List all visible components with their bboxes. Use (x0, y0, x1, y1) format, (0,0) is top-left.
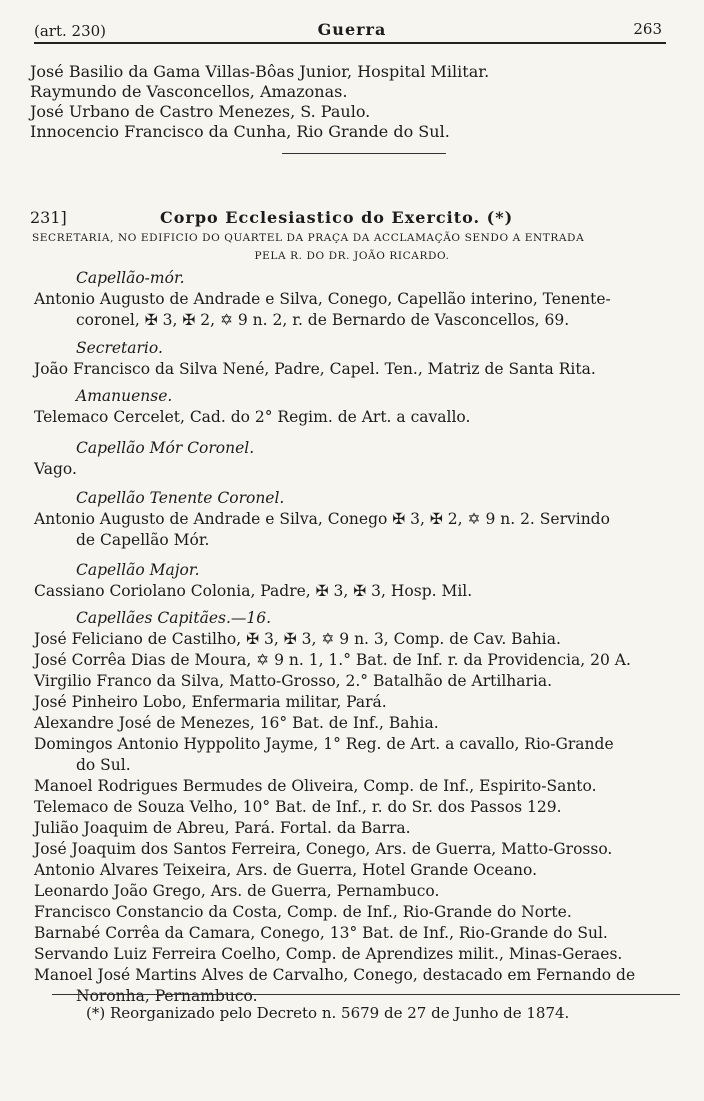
entry-line: Raymundo de Vasconcellos, Amazonas. (30, 82, 348, 101)
entry-line: Antonio Augusto de Andrade e Silva, Conego, Capellão interino, Tenente- (34, 290, 611, 308)
page-number: 263 (633, 20, 662, 38)
entry-line: Cassiano Coriolano Colonia, Padre, ✠ 3, ✠ 3, Hosp. Mil. (34, 582, 473, 600)
role-block-capellao-mor (34, 268, 684, 331)
entry-line: Manoel Rodrigues Bermudes de Oliveira, Comp. de Inf., Espirito-Santo. (34, 777, 597, 795)
entry-line: José Pinheiro Lobo, Enfermaria militar, Pará. (34, 693, 387, 711)
entry-line: coronel, ✠ 3, ✠ 2, ✡ 9 n. 2, r. de Bernardo de Vasconcellos, 69. (76, 311, 570, 329)
entry-line: Vago. (34, 460, 77, 478)
section-separator (282, 153, 446, 154)
footnote-rule (52, 994, 680, 995)
entry-line: José Basilio da Gama Villas-Bôas Junior, Hospital Militar. (30, 62, 490, 81)
role-title: Amanuense. (76, 387, 173, 405)
section-subtitle-line1: SECRETARIA, NO EDIFICIO DO QUARTEL DA PRAÇA DA ACCLAMAÇÃO SENDO A ENTRADA (32, 232, 585, 244)
preceding-entries (30, 62, 680, 142)
role-block-capellao-mor-coronel (34, 438, 684, 480)
role-block-amanuense (34, 386, 684, 428)
entry-line: Manoel José Martins Alves de Carvalho, Conego, destacado em Fernando de (34, 966, 636, 984)
role-title: Capellão Major. (76, 561, 200, 579)
entry-line: do Sul. (76, 756, 131, 774)
entry-line: Antonio Augusto de Andrade e Silva, Conego ✠ 3, ✠ 2, ✡ 9 n. 2. Servindo (34, 510, 610, 528)
entry-line: Julião Joaquim de Abreu, Pará. Fortal. da Barra. (34, 819, 411, 837)
entry-line: Virgilio Franco da Silva, Matto-Grosso, 2.° Batalhão de Artilharia. (34, 672, 553, 690)
footnote: (*) Reorganizado pelo Decreto n. 5679 de 27 de Junho de 1874. (86, 1004, 570, 1022)
header-title: Guerra (317, 20, 387, 39)
header-article-ref: (art. 230) (34, 22, 107, 40)
role-block-capellao-major (34, 560, 684, 602)
entry-line: de Capellão Mór. (76, 531, 210, 549)
entry-line: Telemaco de Souza Velho, 10° Bat. de Inf., r. do Sr. dos Passos 129. (34, 798, 562, 816)
entry-line: Noronha, Pernambuco. (76, 987, 258, 1005)
entry-line: Servando Luiz Ferreira Coelho, Comp. de Aprendizes milit., Minas-Geraes. (34, 945, 623, 963)
role-block-capellaes-capitaes (34, 608, 684, 1007)
entry-line: Barnabé Corrêa da Camara, Conego, 13° Bat. de Inf., Rio-Grande do Sul. (34, 924, 608, 942)
role-title: Capellão-mór. (76, 269, 185, 287)
entry-line: João Francisco da Silva Nené, Padre, Capel. Ten., Matriz de Santa Rita. (34, 360, 596, 378)
entry-line: Leonardo João Grego, Ars. de Guerra, Pernambuco. (34, 882, 440, 900)
entry-line: José Urbano de Castro Menezes, S. Paulo. (30, 102, 371, 121)
entry-line: Domingos Antonio Hyppolito Jayme, 1° Reg. de Art. a cavallo, Rio-Grande (34, 735, 614, 753)
entry-line: José Feliciano de Castilho, ✠ 3, ✠ 3, ✡ 9 n. 3, Comp. de Cav. Bahia. (34, 630, 561, 648)
entry-line: Alexandre José de Menezes, 16° Bat. de Inf., Bahia. (34, 714, 439, 732)
entry-line: Telemaco Cercelet, Cad. do 2° Regim. de Art. a cavallo. (34, 408, 471, 426)
role-title: Secretario. (76, 339, 163, 357)
section-heading (30, 208, 680, 227)
role-title: Capellão Tenente Coronel. (76, 489, 285, 507)
entry-line: Innocencio Francisco da Cunha, Rio Grande do Sul. (30, 122, 450, 141)
section-subtitle-line2: PELA R. DO DR. JOÃO RICARDO. (254, 250, 450, 262)
role-title: Capellão Mór Coronel. (76, 439, 255, 457)
role-block-secretario (34, 338, 684, 380)
section-number: 231] (30, 208, 67, 227)
entry-line: José Joaquim dos Santos Ferreira, Conego, Ars. de Guerra, Matto-Grosso. (34, 840, 613, 858)
role-block-capellao-tenente-coronel (34, 488, 684, 551)
header-rule (34, 42, 666, 44)
entry-line: Antonio Alvares Teixeira, Ars. de Guerra, Hotel Grande Oceano. (34, 861, 538, 879)
section-title: Corpo Ecclesiastico do Exercito. (*) (160, 208, 514, 227)
role-title: Capellães Capitães.—16. (76, 609, 272, 627)
entry-line: José Corrêa Dias de Moura, ✡ 9 n. 1, 1.° Bat. de Inf. r. da Providencia, 20 A. (34, 651, 631, 669)
entry-line: Francisco Constancio da Costa, Comp. de Inf., Rio-Grande do Norte. (34, 903, 572, 921)
